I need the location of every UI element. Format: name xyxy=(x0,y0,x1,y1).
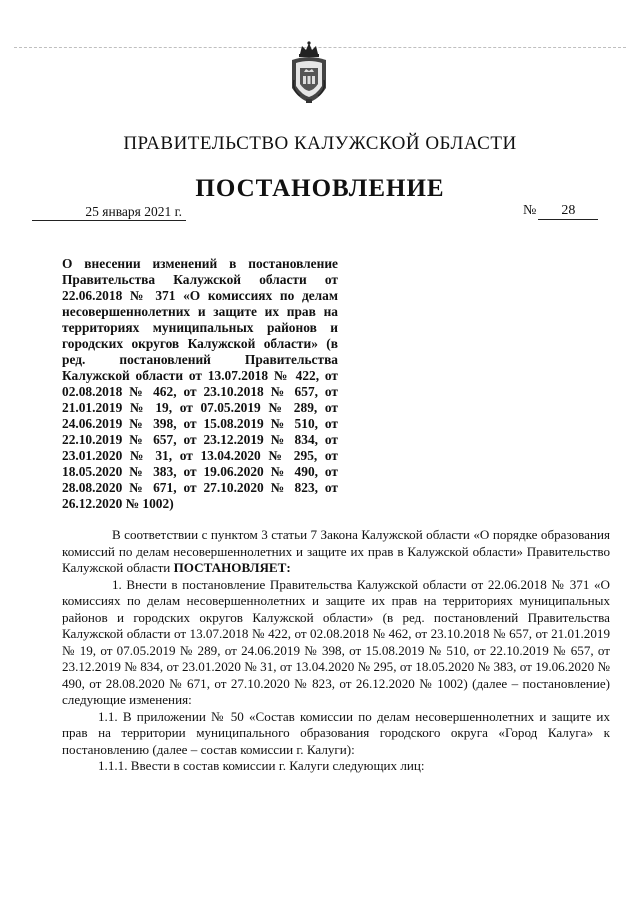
coat-of-arms-emblem xyxy=(288,40,330,104)
document-date: 25 января 2021 г. xyxy=(32,204,186,221)
document-type-title: ПОСТАНОВЛЕНИЕ xyxy=(195,175,445,202)
paragraph-item-1-1-1: 1.1.1. Ввести в состав комиссии г. Калуги следующих лиц: xyxy=(98,758,425,773)
government-name-heading: ПРАВИТЕЛЬСТВО КАЛУЖСКОЙ ОБЛАСТИ xyxy=(123,133,517,154)
document-number: 28 xyxy=(538,203,598,220)
number-sign: № xyxy=(523,203,537,218)
preamble-text: В соответствии с пунктом 3 статьи 7 Закона Калужской области «О порядке образования комиссий по делам несовершеннолетних и защите их прав в Калужской области» Правительство Калужской области xyxy=(62,527,610,575)
document-number-block xyxy=(523,203,598,220)
document-subject: О внесении изменений в постановление Правительства Калужской области от 22.06.2018 № 371 «О комиссиях по делам несовершеннолетних и защите их прав на территориях муниципальных районов и городских округов Калужской области» (в ред. постановлений Правительства Калужской области от 13.07.2018 № 422, от 02.08.2018 № 462, от 23.10.2018 № 657, от 21.01.2019 № 19, от 07.05.2019 № 289, от 24.06.2019 № 398, от 15.08.2019 № 510, от 22.10.2019 № 657, от 23.12.2019 № 834, от 23.01.2020 № 31, от 13.04.2020 № 295, от 18.05.2020 № 383, от 19.06.2020 № 490, от 28.08.2020 № 671, от 27.10.2020 № 823, от 26.12.2020 № 1002) xyxy=(62,256,338,511)
paragraph-item-1-1: 1.1. В приложении № 50 «Состав комиссии по делам несовершеннолетних и защите их прав на территории муниципального образования городского округа «Город Калуга» к постановлению (далее – состав комиссии г. Калуги): xyxy=(62,708,610,757)
paragraph-preamble xyxy=(62,527,610,577)
resolves-keyword: ПОСТАНОВЛЯЕТ: xyxy=(173,560,291,575)
paragraph-item-1: 1. Внести в постановление Правительства Калужской области от 22.06.2018 № 371 «О комиссиях по делам несовершеннолетних и защите их прав на территориях муниципальных районов и городских округов Калужской области» (в ред. постановлений Правительства Калужской области от 13.07.2018 № 422, от 02.08.2018 № 462, от 23.10.2018 № 657, от 21.01.2019 № 19, от 07.05.2019 № 289, от 24.06.2019 № 398, от 15.08.2019 № 510, от 22.10.2019 № 657, от 23.12.2019 № 834, от 23.01.2020 № 31, от 13.04.2020 № 295, от 18.05.2020 № 383, от 19.06.2020 № 490, от 28.08.2020 № 671, от 27.10.2020 № 823, от 26.12.2020 № 1002) (далее – постановление) следующие изменения: xyxy=(62,576,610,707)
document-body xyxy=(62,527,610,775)
